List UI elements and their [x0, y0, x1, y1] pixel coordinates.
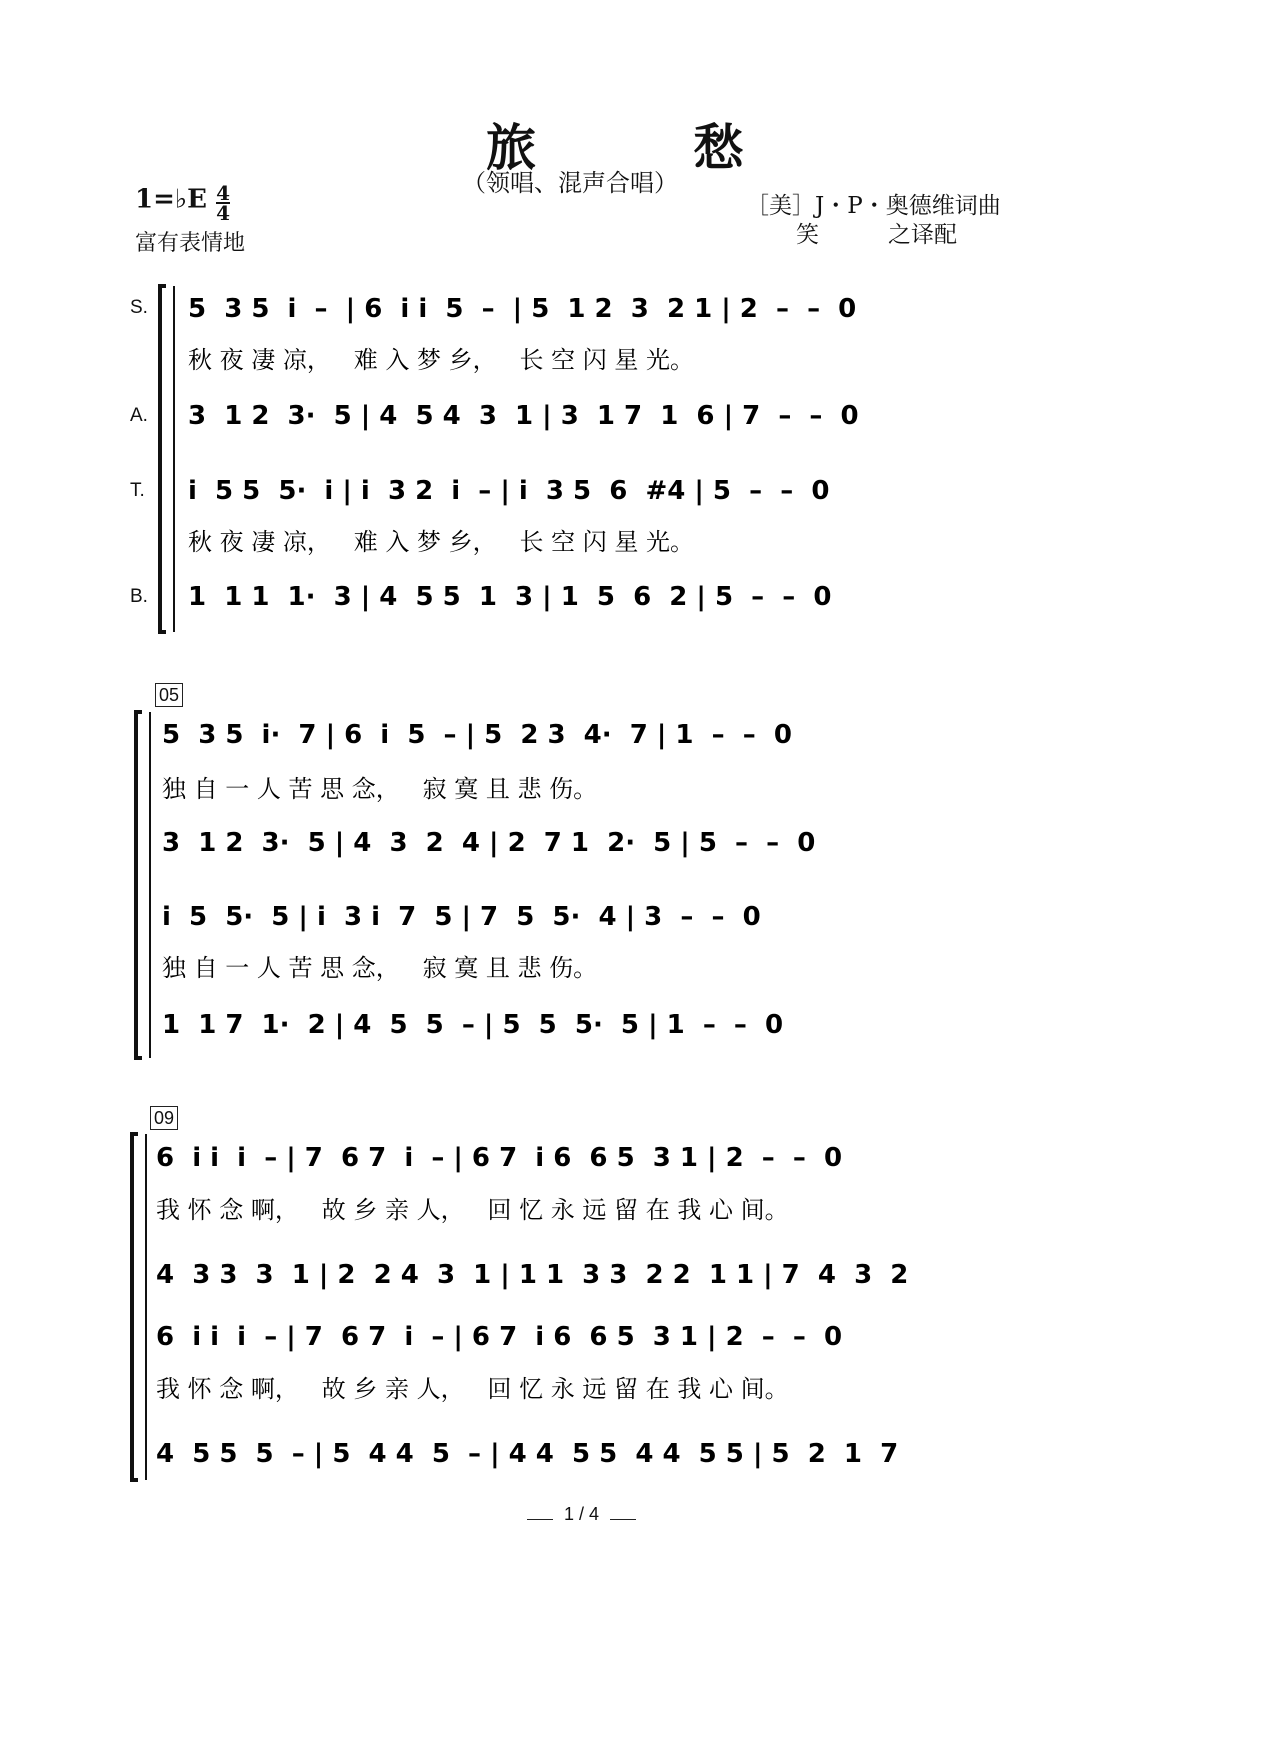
part-label-alto: A.	[130, 405, 148, 426]
notation-row: i 5 5· 5 | i 3 i 7 5 | 7 5 5· 4 | 3 – – 0	[162, 902, 761, 932]
page-number-text: 1 / 4	[564, 1504, 600, 1524]
notation-row: 6 i i i – | 7 6 7 i – | 6 7 i 6 6 5 3 1 | 2 – – 0	[156, 1322, 843, 1352]
lyrics-row: 秋 夜 凄 凉， 难 入 梦 乡， 长 空 闪 星 光。	[188, 528, 695, 556]
composer-credit: ［美］J・P・奥德维词曲	[746, 193, 1001, 219]
system-3	[132, 1134, 908, 1480]
lyrics-row: 我 怀 念 啊， 故 乡 亲 人， 回 忆 永 远 留 在 我 心 间。	[156, 1196, 789, 1224]
notation-row: i 5 5 5· i | i 3 2 i – | i 3 5 6 #4 | 5 – – 0	[188, 476, 830, 506]
measure-number: 05	[155, 683, 183, 707]
system-bracket	[132, 1134, 138, 1480]
system-bracket	[160, 286, 166, 632]
system-1	[160, 286, 859, 632]
part-label-bass: B.	[130, 586, 148, 607]
part-label-tenor: T.	[130, 480, 145, 501]
notation-row: 3 1 2 3· 5 | 4 3 2 4 | 2 7 1 2· 5 | 5 – – 0	[162, 828, 816, 858]
lyrics-row: 独 自 一 人 苦 思 念， 寂 寞 且 悲 伤。	[162, 775, 598, 803]
lyrics-row: 秋 夜 凄 凉， 难 入 梦 乡， 长 空 闪 星 光。	[188, 346, 695, 374]
notation-row: 5 3 5 i – | 6 i i 5 – | 5 1 2 3 2 1 | 2 – – 0	[188, 294, 857, 324]
lyrics-row: 我 怀 念 啊， 故 乡 亲 人， 回 忆 永 远 留 在 我 心 间。	[156, 1375, 789, 1403]
time-top: 4	[216, 181, 230, 205]
arranger-credit: 笑 之译配	[796, 222, 957, 248]
song-title: 旅 愁	[486, 118, 814, 177]
key-label: 1=♭E	[135, 184, 207, 215]
part-label-soprano: S.	[130, 297, 148, 318]
time-bottom: 4	[216, 201, 230, 225]
page-number	[527, 1504, 636, 1525]
notation-row: 1 1 1 1· 3 | 4 5 5 1 3 | 1 5 6 2 | 5 – – 0	[188, 582, 832, 612]
song-subtitle: （领唱、混声合唱）	[462, 169, 678, 197]
system-2	[136, 712, 815, 1058]
notation-row: 1 1 7 1· 2 | 4 5 5 – | 5 5 5· 5 | 1 – – 0	[162, 1010, 784, 1040]
lyrics-row: 独 自 一 人 苦 思 念， 寂 寞 且 悲 伤。	[162, 954, 598, 982]
system-bracket	[136, 712, 142, 1058]
notation-row: 3 1 2 3· 5 | 4 5 4 3 1 | 3 1 7 1 6 | 7 – – 0	[188, 401, 859, 431]
measure-number: 09	[150, 1106, 178, 1130]
tempo-marking: 富有表情地	[135, 231, 246, 256]
notation-row: 4 3 3 3 1 | 2 2 4 3 1 | 1 1 3 3 2 2 1 1 | 7 4 3 2	[156, 1260, 909, 1290]
notation-row: 5 3 5 i· 7 | 6 i 5 – | 5 2 3 4· 7 | 1 – – 0	[162, 720, 792, 750]
notation-row: 6 i i i – | 7 6 7 i – | 6 7 i 6 6 5 3 1 | 2 – – 0	[156, 1143, 843, 1173]
notation-row: 4 5 5 5 – | 5 4 4 5 – | 4 4 5 5 4 4 5 5 | 5 2 1 7	[156, 1439, 899, 1469]
